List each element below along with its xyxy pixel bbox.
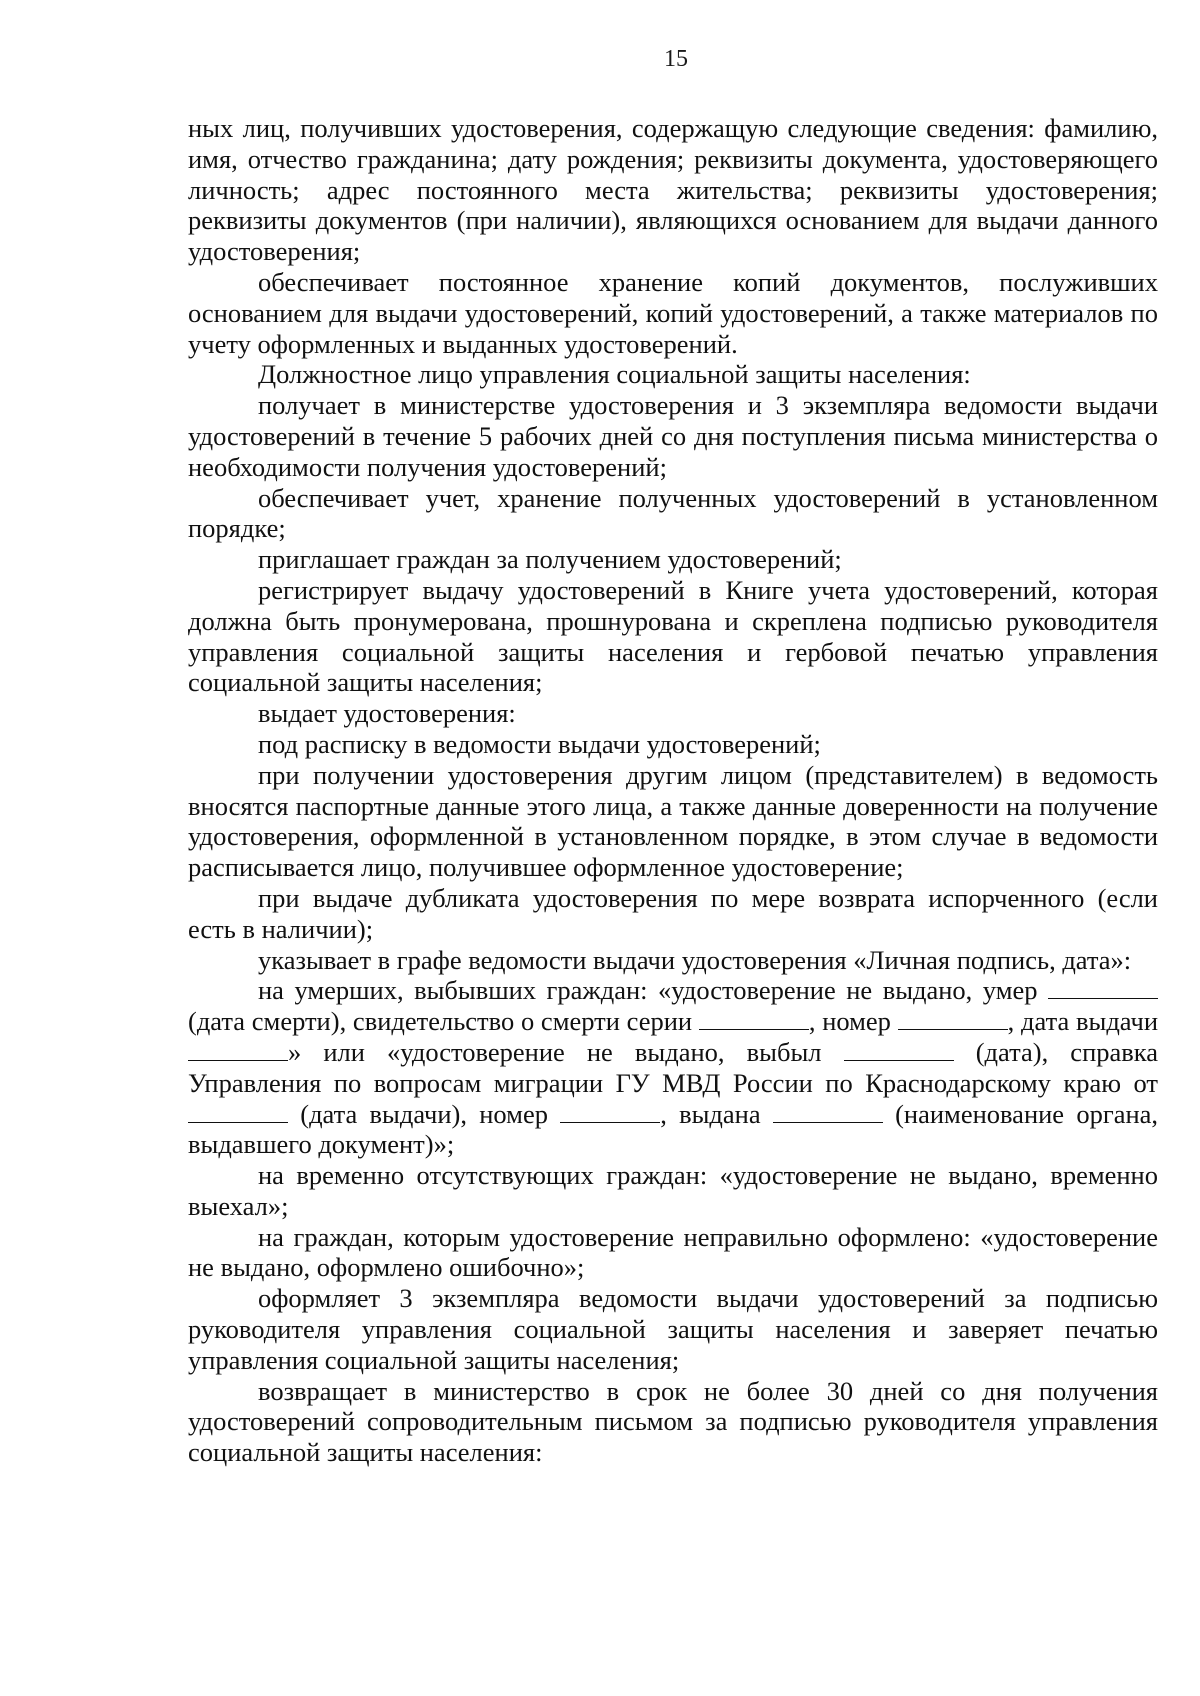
form-text: » или «удостоверение не выдано, выбыл [288,1036,822,1067]
blank-line [773,1100,883,1123]
blank-line [188,1038,288,1061]
paragraph: обеспечивает учет, хранение полученных удостоверений в установленном порядке; [188,482,1158,544]
form-text: (дата смерти), свидетельство о смерти серии [188,1006,693,1037]
paragraph: под расписку в ведомости выдачи удостоверений; [258,728,821,759]
paragraph: на граждан, которым удостоверение неправильно оформлено: «удостоверение не выдано, оформлено ошибочно»; [188,1221,1158,1283]
form-text: , дата выдачи [1007,1006,1159,1037]
page-number: 15 [664,46,688,72]
blank-line [699,1007,809,1030]
form-text: , номер [808,1006,891,1037]
blank-line [844,1038,954,1061]
paragraph: ных лиц, получивших удостоверения, содержащую следующие сведения: фамилию, имя, отчество гражданина; дату рождения; реквизиты документа, удостоверяющего личность; адрес постоянного места жительства; реквизиты удостоверения; реквизиты документов (при наличии), являющихся основанием для выдачи данного удостоверения; [188,113,1158,267]
blank-line [1048,976,1158,999]
blank-line [898,1007,1008,1030]
paragraph: возвращает в министерство в срок не более 30 дней со дня получения удостоверений сопроводительным письмом за подписью руководителя управления социальной защиты населения: [188,1375,1158,1468]
paragraph: при получении удостоверения другим лицом (представителем) в ведомость вносятся паспортные данные этого лица, а также данные доверенности на получение удостоверения, оформленной в установленном порядке, в этом случае в ведомости расписывается лицо, получившее оформленное удостоверение; [188,759,1158,883]
paragraph: оформляет 3 экземпляра ведомости выдачи удостоверений за подписью руководителя управления социальной защиты населения и заверяет печатью управления социальной защиты населения; [188,1283,1158,1375]
form-text: , выдана [660,1098,761,1129]
paragraph: регистрирует выдачу удостоверений в Книге учета удостоверений, которая должна быть пронумерована, прошнурована и скреплена подписью руководителя управления социальной защиты населения и гербовой печатью управления социальной защиты населения; [188,574,1158,698]
form-text: (наименование органа, выдавшего документ)»; [188,1098,1159,1160]
paragraph: обеспечивает постоянное хранение копий документов, послуживших основанием для выдачи удостоверений, копий удостоверений, а также материалов по учету оформленных и выданных удостоверений. [188,266,1158,359]
paragraph: указывает в графе ведомости выдачи удостоверения «Личная подпись, дата»: [258,944,1132,975]
paragraph: Должностное лицо управления социальной защиты населения: [258,359,971,390]
blank-line [188,1100,288,1123]
paragraph: выдает удостоверения: [258,698,516,729]
document-body [188,113,1158,1468]
form-text: (дата выдачи), номер [300,1098,548,1129]
paragraph: приглашает граждан за получением удостоверений; [258,544,842,575]
deceased-form-paragraph [188,975,1158,1160]
paragraph: на временно отсутствующих граждан: «удостоверение не выдано, временно выехал»; [188,1160,1158,1221]
form-text: (дата), справка Управления по вопросам миграции ГУ МВД России по Краснодарскому краю от [188,1036,1159,1098]
paragraph: при выдаче дубликата удостоверения по мере возврата испорченного (если есть в наличии); [188,882,1158,944]
form-text: на умерших, выбывших граждан: «удостоверение не выдано, умер [258,975,1038,1006]
blank-line [560,1100,660,1123]
paragraph: получает в министерстве удостоверения и 3 экземпляра ведомости выдачи удостоверений в течение 5 рабочих дней со дня поступления письма министерства о необходимости получения удостоверений; [188,390,1158,482]
